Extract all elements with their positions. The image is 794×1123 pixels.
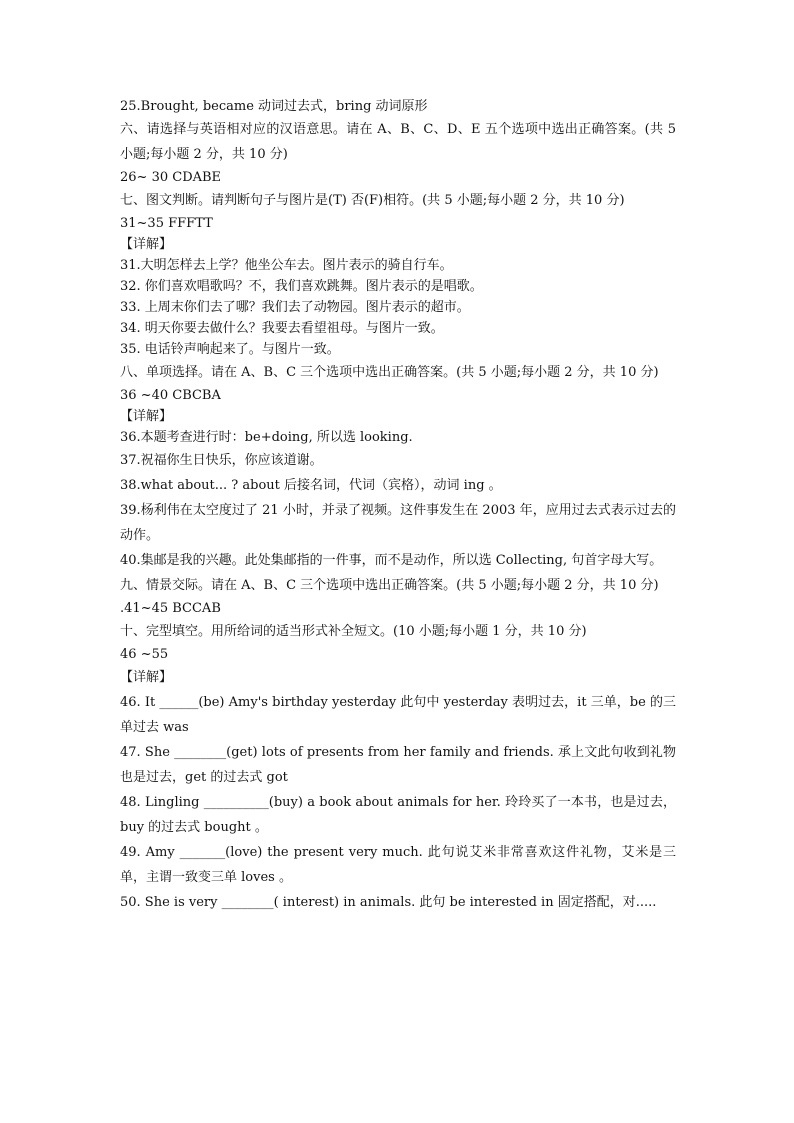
detail-40: 40.集邮是我的兴趣。此处集邮指的一件事，而不是动作，所以选 Collecting, 句首字母大写。	[120, 553, 663, 568]
detail-48: 48. Lingling __________(buy) a book about animals for her. 玲玲买了一本书，也是过去，buy 的过去式 bought 。	[120, 795, 676, 835]
answers-46-55: 46 ~55	[120, 647, 169, 662]
detail-46: 46. It ______(be) Amy's birthday yesterday 此句中 yesterday 表明过去，it 三单，be 的三单过去 was	[120, 695, 676, 735]
detail-31: 31.大明怎样去上学？他坐公车去。图片表示的骑自行车。	[120, 258, 453, 273]
section-6-heading: 六、请选择与英语相对应的汉语意思。请在 A、B、C、D、E 五个选项中选出正确答案。(共 5 小题;每小题 2 分，共 10 分)	[120, 122, 676, 162]
section-7-heading: 七、图文判断。请判断句子与图片是(T) 否(F)相符。(共 5 小题;每小题 2 分，共 10 分)	[120, 193, 625, 208]
answers-41-45: .41~45 BCCAB	[120, 601, 221, 616]
detail-34: 34. 明天你要去做什么？我要去看望祖母。与图片一致。	[120, 321, 444, 336]
section-9-heading: 九、情景交际。请在 A、B、C 三个选项中选出正确答案。(共 5 小题;每小题 2 分，共 10 分)	[120, 578, 659, 593]
detail-50: 50. She is very ________( interest) in animals. 此句 be interested in 固定搭配，对.....	[120, 895, 657, 910]
answers-36-40: 36 ~40 CBCBA	[120, 388, 221, 403]
section-10-heading: 十、完型填空。用所给词的适当形式补全短文。(10 小题;每小题 1 分，共 10 分)	[120, 624, 587, 639]
detail-37: 37.祝福你生日快乐，你应该道谢。	[120, 453, 323, 468]
answers-26-30: 26~ 30 CDABE	[120, 170, 222, 185]
detail-heading: 【详解】	[120, 237, 173, 252]
detail-heading: 【详解】	[120, 409, 173, 424]
detail-36: 36.本题考查进行时：be+doing, 所以选 looking.	[120, 430, 413, 445]
detail-heading: 【详解】	[120, 670, 173, 685]
answer-25-explanation: 25.Brought, became 动词过去式，bring 动词原形	[120, 99, 428, 114]
section-8-heading: 八、单项选择。请在 A、B、C 三个选项中选出正确答案。(共 5 小题;每小题 2 分，共 10 分)	[120, 365, 659, 380]
answers-31-35: 31~35 FFFTT	[120, 216, 213, 231]
detail-47: 47. She ________(get) lots of presents from her family and friends. 承上文此句收到礼物也是过去，get 的过去式 got	[120, 745, 676, 785]
detail-35: 35. 电话铃声响起来了。与图片一致。	[120, 342, 340, 357]
detail-32: 32. 你们喜欢唱歌吗？不，我们喜欢跳舞。图片表示的是唱歌。	[120, 279, 483, 294]
detail-33: 33. 上周末你们去了哪？我们去了动物园。图片表示的超市。	[120, 300, 470, 315]
answer-key-page	[120, 96, 676, 915]
detail-38: 38.what about... ? about 后接名词，代词（宾格），动词 ing 。	[120, 478, 502, 493]
detail-49: 49. Amy _______(love) the present very much. 此句说艾米非常喜欢这件礼物，艾米是三单，主谓一致变三单 loves 。	[120, 845, 676, 885]
detail-39: 39.杨利伟在太空度过了 21 小时，并录了视频。这件事发生在 2003 年，应用过去式表示过去的动作。	[120, 503, 676, 543]
